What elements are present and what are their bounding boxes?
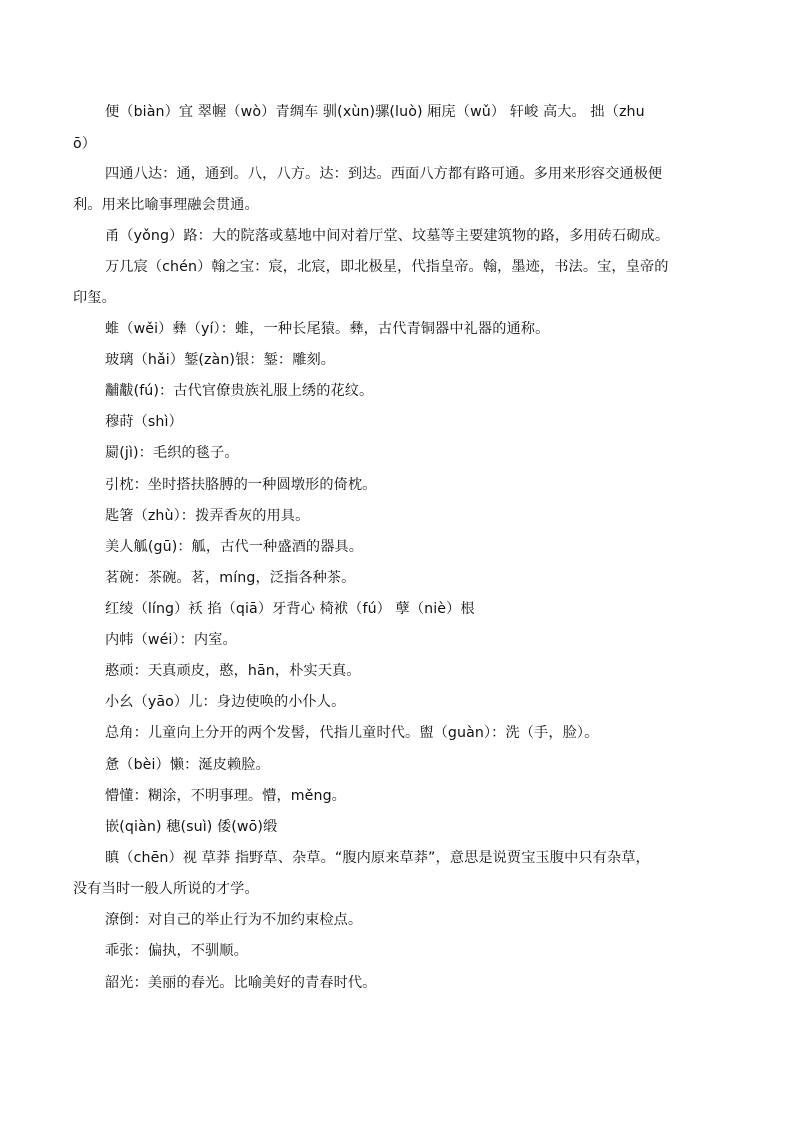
text-line: 玻璃（hǎi）錾(zàn)银：錾：雕刻。 [105,352,336,368]
text-line: 美人觚(gū)：觚，古代一种盛酒的器具。 [105,539,364,555]
text-line: 黼黻(fú)：古代官僚贵族礼服上绣的花纹。 [105,383,374,399]
text-line-continuation: 没有当时一般人所说的才学。 [73,881,259,897]
text-line: 甬（yǒng）路：大的院落或墓地中间对着厅堂、坟墓等主要建筑物的路，多用砖石砌成。 [105,228,670,244]
text-line: 红绫（líng）袄 掐（qiā）牙背心 椅袱（fú） 孽（niè）根 [105,601,475,617]
text-line: 憨顽：天真顽皮，憨，hān，朴实天真。 [105,663,361,679]
text-line: 蜼（wěi）彝（yí）：蜼，一种长尾猿。彝，古代青铜器中礼器的通称。 [105,321,550,337]
text-line: 惫（bèi）懒：涎皮赖脸。 [105,757,270,773]
text-line: 罽(jì)：毛织的毯子。 [105,445,239,461]
text-line-continuation: 利。用来比喻事理融会贯通。 [73,197,259,213]
text-line-continuation: ō） [73,136,97,152]
text-line: 茗碗：茶碗。茗，míng，泛指各种茶。 [105,570,356,586]
text-line: 韶光：美丽的春光。比喻美好的青春时代。 [105,975,377,991]
text-line: 匙箸（zhù）：拨弄香灰的用具。 [105,508,310,524]
text-line: 乖张：偏执，不驯顺。 [105,943,248,959]
text-line: 嵌(qiàn) 穗(suì) 倭(wō)缎 [105,819,278,835]
text-line: 内帏（wéi）：内室。 [105,632,237,648]
text-line: 便（biàn）宜 翠幄（wò）青绸车 驯(xùn)骡(luò) 厢庑（wǔ） 轩峻 高大。 拙（zhu [105,104,645,120]
text-line: 总角：儿童向上分开的两个发髻，代指儿童时代。盥（guàn）：洗（手，脸）。 [105,725,599,741]
text-line: 引枕：坐时搭扶胳膊的一种圆墩形的倚枕。 [105,477,377,493]
text-line-continuation: 印玺。 [73,290,116,306]
text-line: 懵懂：糊涂，不明事理。懵，měng。 [105,788,346,804]
text-line: 穆莳（shì） [105,414,183,430]
text-line: 潦倒：对自己的举止行为不加约束检点。 [105,912,363,928]
text-line: 瞋（chēn）视 草莽 指野草、杂草。“腹内原来草莽”，意思是说贾宝玉腹中只有杂草， [105,850,650,866]
text-line: 四通八达：通，通到。八，八方。达：到达。西面八方都有路可通。多用来形容交通极便 [105,166,663,182]
text-line: 万几宸（chén）翰之宝：宸，北宸，即北极星，代指皇帝。翰，墨迹，书法。宝，皇帝的 [105,259,669,275]
text-line: 小幺（yāo）儿：身边使唤的小仆人。 [105,694,346,710]
